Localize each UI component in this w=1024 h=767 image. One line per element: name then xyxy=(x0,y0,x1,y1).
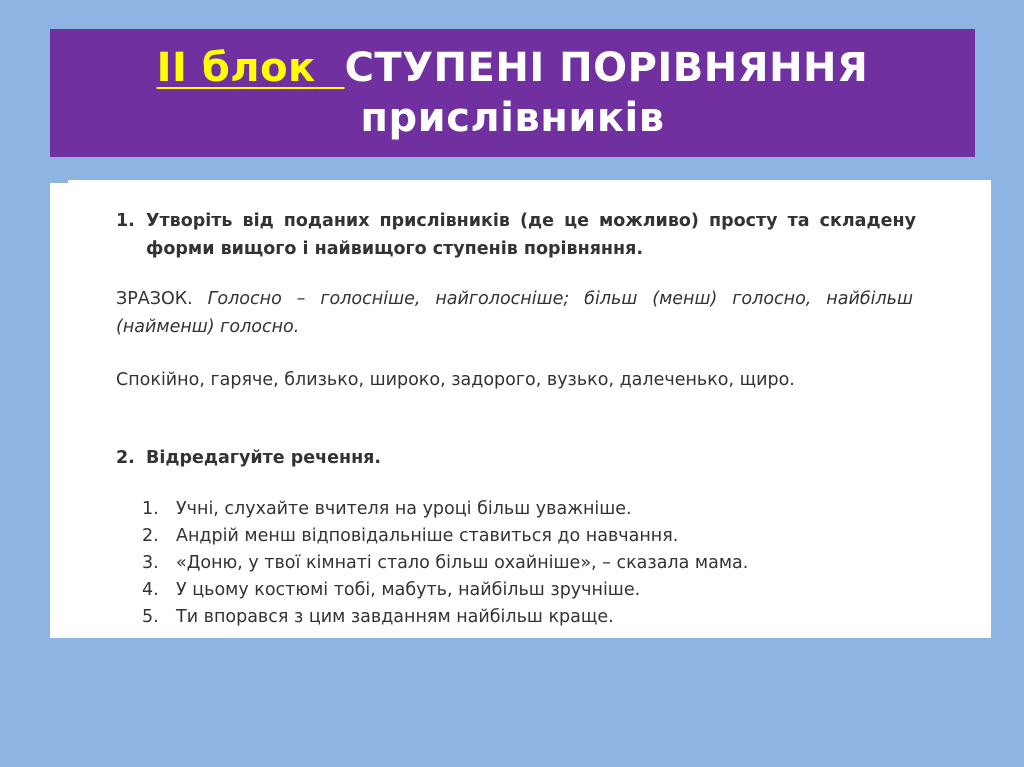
title-line-2: прислівників xyxy=(360,95,665,141)
list-item-text: Учні, слухайте вчителя на уроці більш уважніше. xyxy=(176,499,632,519)
list-item xyxy=(142,496,748,523)
title-main: СТУПЕНІ ПОРІВНЯННЯ xyxy=(344,45,869,91)
list-item xyxy=(142,523,748,550)
task-2-number: 2. xyxy=(116,448,135,468)
title-gap xyxy=(316,45,345,91)
sentence-list xyxy=(142,496,748,631)
example-paragraph xyxy=(116,285,913,341)
list-item-number: 3. xyxy=(142,553,159,573)
list-item-text: Андрій менш відповідальніше ставиться до навчання. xyxy=(176,526,679,546)
list-item-text: Ти впорався з цим завданням найбільш краще. xyxy=(176,607,614,627)
example-label: ЗРАЗОК. xyxy=(116,289,193,309)
exercise-panel xyxy=(50,180,991,638)
word-list: Спокійно, гаряче, близько, широко, задорого, вузько, далеченько, щиро. xyxy=(116,370,795,390)
task-2-heading xyxy=(116,444,916,472)
list-item-number: 5. xyxy=(142,607,159,627)
title-prefix: II блок xyxy=(156,45,316,91)
task-2-text: Відредагуйте речення. xyxy=(146,448,382,468)
list-item-text: «Доню, у твої кімнаті стало більш охайніше», – сказала мама. xyxy=(176,553,749,573)
list-item-number: 4. xyxy=(142,580,159,600)
list-item xyxy=(142,550,748,577)
task-1-heading xyxy=(116,207,916,263)
list-item xyxy=(142,604,748,631)
slide-title xyxy=(50,29,975,157)
example-text: Голосно – голосніше, найголосніше; більш (менш) голосно, найбільш (найменш) голосно. xyxy=(116,289,913,337)
task-1-number: 1. xyxy=(116,211,135,231)
task-1-text: Утворіть від поданих прислівників (де це можливо) просту та складену форми вищого і найвищого ступенів порівняння. xyxy=(146,211,916,259)
list-item-number: 1. xyxy=(142,499,159,519)
list-item-number: 2. xyxy=(142,526,159,546)
corner-accent xyxy=(50,180,68,183)
title-line-1 xyxy=(50,43,975,93)
list-item xyxy=(142,577,748,604)
list-item-text: У цьому костюмі тобі, мабуть, найбільш зручніше. xyxy=(176,580,641,600)
